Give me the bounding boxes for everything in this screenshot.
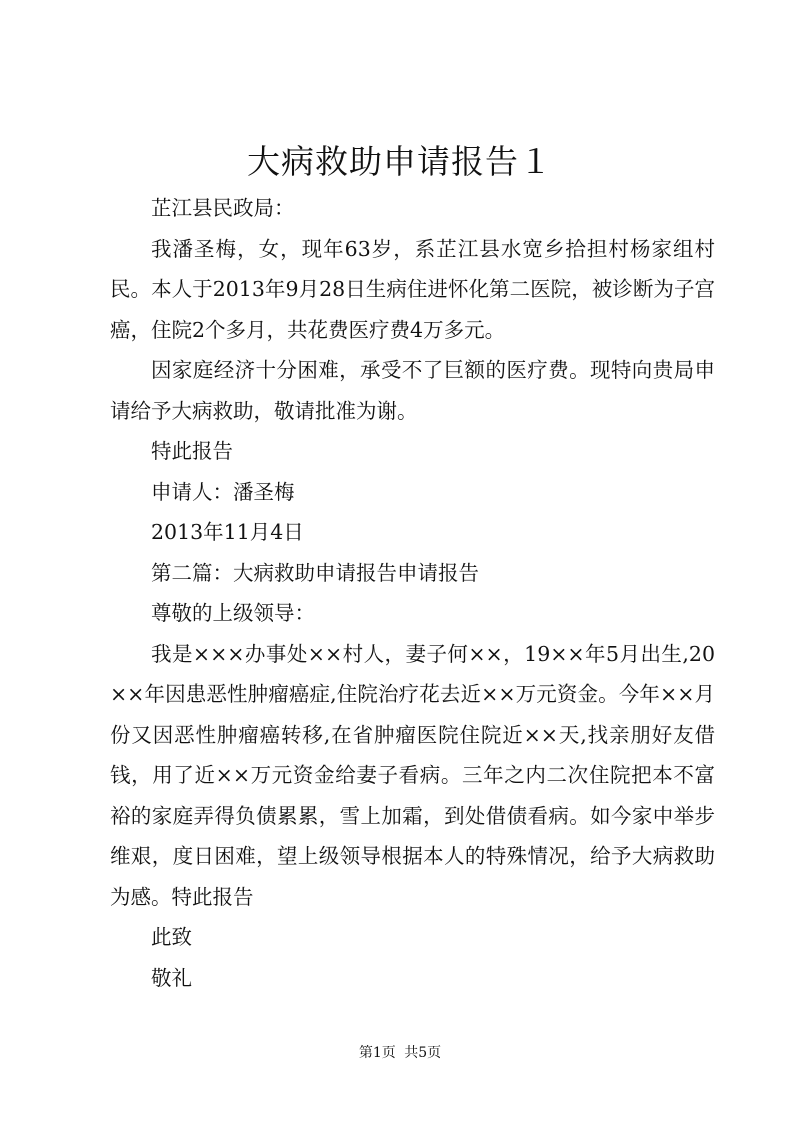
document-title: 大病救助申请报告１: [247, 142, 553, 181]
paragraph-addressee: 芷江县民政局：: [151, 196, 295, 220]
paragraph-applicant-signature: 申请人：潘圣梅: [151, 479, 295, 504]
paragraph-jingli: 敬礼: [151, 965, 192, 990]
page-footer: 第1页 共5页: [358, 1045, 442, 1061]
paragraph-second-letter-body: 我是×××办事处××村人，妻子何××，19××年5月出生,20××年因患恶性肿瘤癌症,住院治疗花去近××万元资金。今年××月份又因恶性肿瘤癌转移,在省肿瘤医院住院近××天,找亲朋好友借钱，用了近××万元资金给妻子看病。三年之内二次住院把本不富裕的家庭弄得负债累累，雪上加霜，到处借债看病。如今家中举步维艰，度日困难，望上级领导根据本人的特殊情况，给予大病救助为感。特此报告: [110, 641, 715, 909]
paragraph-closing-report: 特此报告: [151, 439, 233, 463]
paragraph-cizhi: 此致: [151, 925, 192, 949]
paragraph-date: 2013年11月4日: [151, 520, 304, 544]
paragraph-applicant-info: 我潘圣梅，女，现年63岁，系芷江县水宽乡拾担村杨家组村民。本人于2013年9月28日生病住进怀化第二医院，被诊断为子宫癌，住院2个多月，共花费医疗费4万多元。: [110, 236, 715, 342]
document-body: [110, 188, 715, 998]
paragraph-salutation: 尊敬的上级领导：: [151, 601, 315, 625]
paragraph-request: 因家庭经济十分困难，承受不了巨额的医疗费。现特向贵局申请给予大病救助，敬请批准为谢。: [110, 358, 715, 423]
paragraph-section-heading: 第二篇：大病救助申请报告申请报告: [151, 560, 479, 585]
